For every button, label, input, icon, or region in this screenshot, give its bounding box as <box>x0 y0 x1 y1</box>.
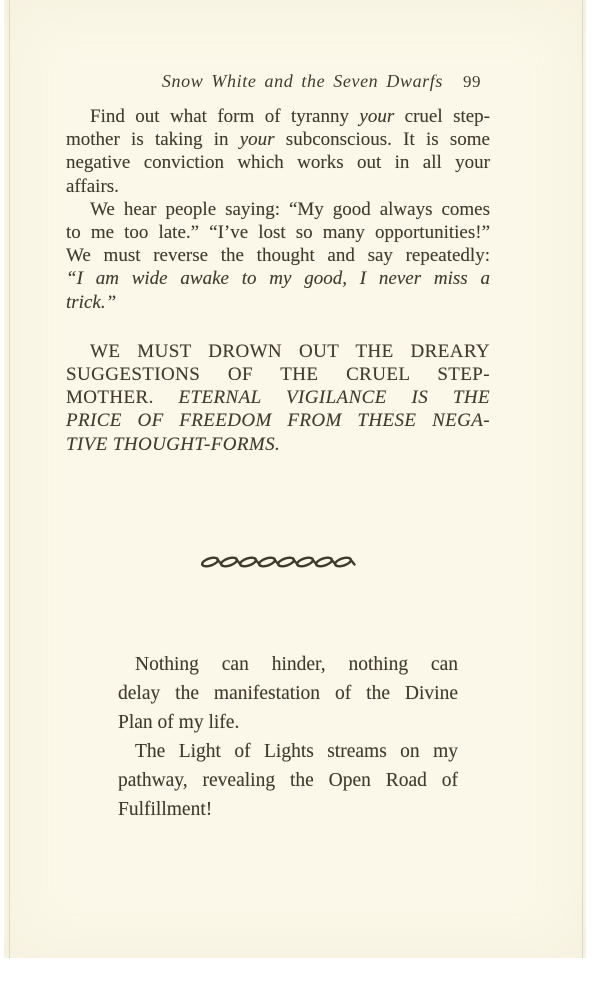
text-line <box>66 221 490 244</box>
text-line <box>118 737 458 766</box>
italic-text-segment: PRICE OF FREEDOM FROM THESE NEGA- <box>66 410 490 432</box>
text-line <box>66 267 490 290</box>
text-line <box>66 386 490 409</box>
text-segment: We hear people saying: “My good always comes <box>90 198 490 220</box>
text-line <box>66 175 490 198</box>
paragraph-2 <box>66 198 490 314</box>
text-segment: negative conviction which works out in all your <box>66 152 490 174</box>
text-segment: Fulfillment! <box>118 798 213 820</box>
text-line <box>118 708 458 737</box>
running-header <box>66 70 490 93</box>
italic-text-segment: trick.” <box>66 291 117 313</box>
affirmation-block <box>118 650 458 824</box>
text-line <box>66 340 490 363</box>
text-segment: MOTHER. <box>66 387 179 409</box>
text-line <box>66 244 490 267</box>
text-segment: pathway, revealing the Open Road of <box>118 769 458 791</box>
twisted-rope-divider-icon <box>200 553 368 573</box>
page-title: Snow White and the Seven Dwarfs <box>161 71 443 91</box>
text-segment: to me too late.” “I’ve lost so many opportunities!” <box>66 222 490 244</box>
text-segment: Find out what form of tyranny <box>90 106 360 127</box>
text-segment: WE MUST DROWN OUT THE DREARY <box>90 340 490 362</box>
text-segment: SUGGESTIONS OF THE CRUEL STEP- <box>66 364 490 386</box>
text-line <box>66 433 490 456</box>
italic-text-segment: your <box>359 106 395 127</box>
page-content <box>66 70 490 824</box>
text-segment: The Light of Lights streams on my <box>135 740 458 762</box>
text-line <box>66 128 490 151</box>
text-segment: We must reverse the thought and say repeatedly: <box>66 245 490 267</box>
affirmation-1 <box>118 650 458 737</box>
text-line <box>66 291 490 314</box>
italic-text-segment: ETERNAL VIGILANCE IS THE <box>178 387 490 409</box>
italic-text-segment: your <box>239 129 275 151</box>
text-segment: affairs. <box>66 175 119 197</box>
text-line <box>66 363 490 386</box>
text-segment: Nothing can hinder, nothing can <box>135 653 458 675</box>
page-number: 99 <box>463 72 481 91</box>
italic-text-segment: TIVE THOUGHT-FORMS. <box>66 433 281 455</box>
body-text <box>66 105 490 456</box>
text-segment: subconscious. It is some <box>274 129 490 151</box>
paragraph-1 <box>66 105 490 198</box>
text-line <box>66 105 490 128</box>
text-segment: Plan of my life. <box>118 711 240 733</box>
text-line <box>118 679 458 708</box>
text-line <box>118 766 458 795</box>
paragraph-3-caps <box>66 340 490 456</box>
italic-text-segment: “I am wide awake to my good, I never miss a <box>66 268 490 290</box>
text-segment: mother is taking in <box>66 129 240 151</box>
book-page <box>4 0 586 958</box>
text-line <box>118 795 458 824</box>
text-line <box>66 409 490 432</box>
text-segment: delay the manifestation of the Divine <box>118 682 458 704</box>
text-segment: cruel step- <box>394 106 491 127</box>
affirmation-2 <box>118 737 458 824</box>
ornament-divider <box>66 553 490 573</box>
text-line <box>66 198 490 221</box>
text-line <box>118 650 458 679</box>
text-line <box>66 151 490 174</box>
